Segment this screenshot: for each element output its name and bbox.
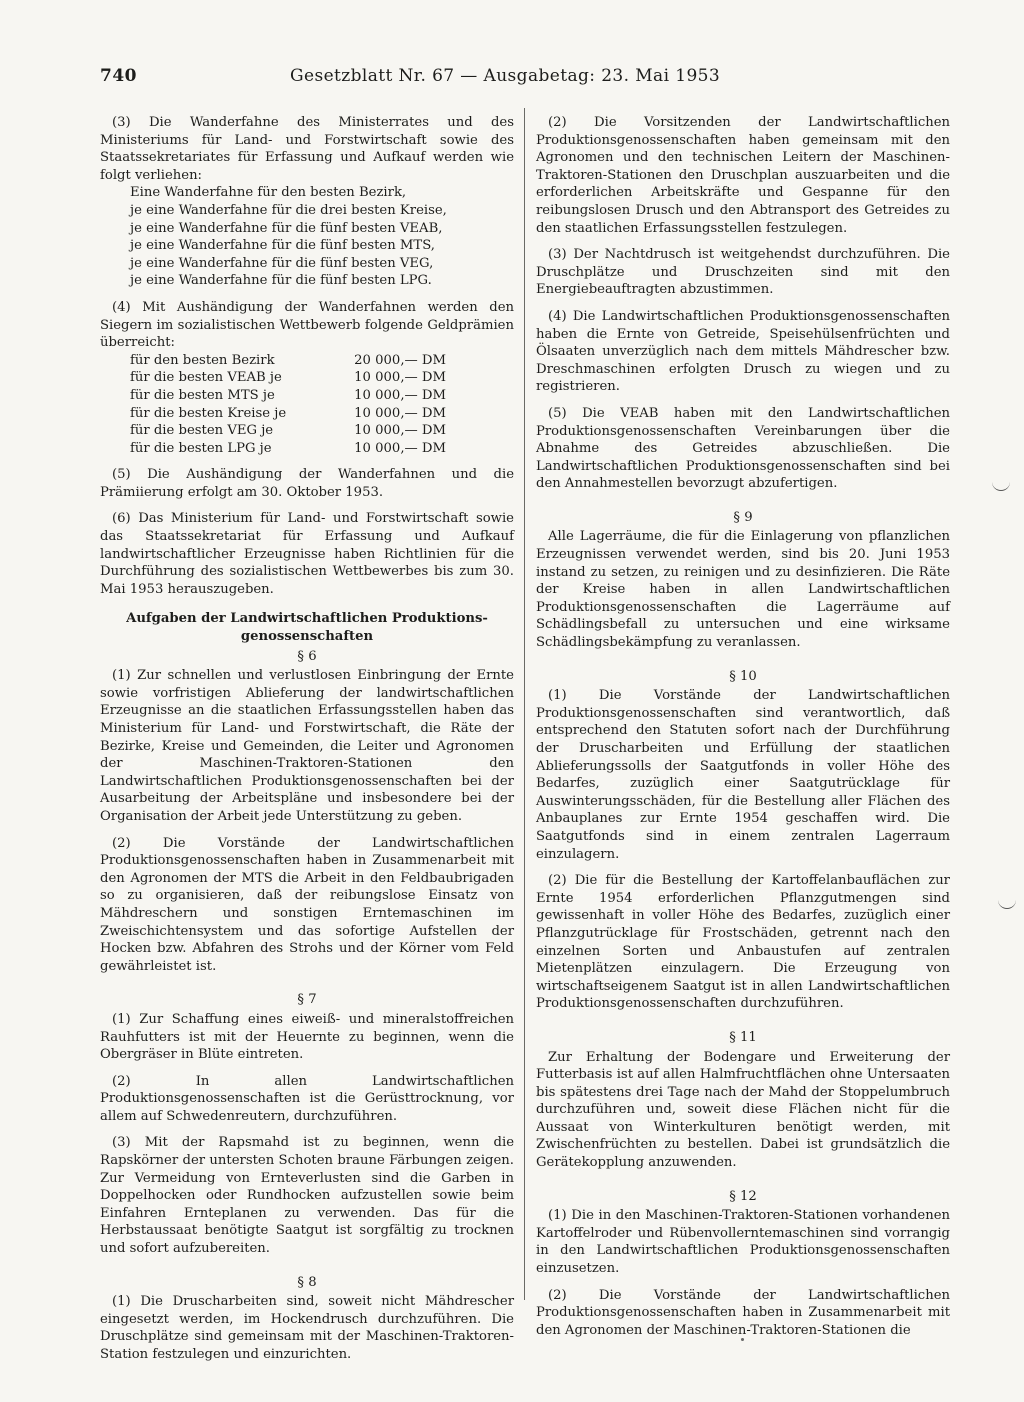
table-row	[130, 440, 446, 458]
prize-table	[130, 352, 446, 458]
paragraph: (3) Mit der Rapsmahd ist zu beginnen, wenn die Rapskörner der untersten Schoten braune Färbungen zeigen. Zur Vermeidung von Ernteverlusten sind die Garben in Doppelhocken oder Rundhocken aufzustellen sowie beim Einfahren Ernteplanen zu verwenden. Das für die Herbstaussaat benötigte Saatgut ist sorgfältig zu trocknen und sofort aufzubereiten.	[100, 1135, 514, 1257]
left-column	[100, 114, 514, 1373]
page-header	[100, 68, 950, 96]
paragraph: (2) Die Vorstände der Landwirtschaftlichen Produktionsgenossenschaften haben in Zusammenarbeit mit den Agronomen der Maschinen-Traktoren-Stationen die	[536, 1287, 950, 1338]
table-row	[130, 387, 446, 405]
paragraph: (5) Die VEAB haben mit den Landwirtschaftlichen Produktionsgenossenschaften Vereinbarungen über die Abnahme des Getreides abzuschließen. Die Landwirtschaftlichen Produktionsgenossenschaften sind bei den Annahmestellen bevorzugt abzufertigen.	[536, 405, 950, 492]
paragraph: (2) Die Vorstände der Landwirtschaftlichen Produktionsgenossenschaften haben in Zusammenarbeit mit den Agronomen der MTS die Arbeit in den Feldbaubrigaden so zu organisieren, daß der reibungslose Einsatz von Mähdreschern und sonstigen Erntemaschinen im Zweischichtensystem und das sofortige Aufstellen der Hocken bzw. Abfahren des Strohs und der Körner vom Feld gewährleistet ist.	[100, 835, 514, 974]
paragraph: (1) Zur schnellen und verlustlosen Einbringung der Ernte sowie vorfristigen Ablieferung der landwirtschaftlichen Erzeugnisse an die staatlichen Erfassungsstellen haben das Ministerium für Land- und Forstwirtschaft, die Räte der Bezirke, Kreise und Gemeinden, die Leiter und Agronomen der Maschinen-Traktoren-Stationen den Landwirtschaftlichen Produktionsgenossenschaften bei der Ausarbeitung der Arbeitspläne und insbesondere bei der Organisation der Arbeit jede Unterstützung zu geben.	[100, 668, 514, 824]
section-heading	[100, 610, 514, 645]
paragraph: (3) Die Wanderfahne des Ministerrates und des Ministeriums für Land- und Forstwirtschaft sowie des Staatssekretariates für Erfassung und Aufkauf werden wie folgt verliehen:	[100, 115, 514, 183]
paragraph: (2) Die Vorsitzenden der Landwirtschaftlichen Produktionsgenossenschaften haben gemeinsam mit den Agronomen und den technischen Leitern der Maschinen-Traktoren-Stationen den Druschplan auszuarbeiten und die erforderlichen Arbeitskräfte und Gespanne für den reibungslosen Drusch und den Abtransport des Getreides zu den staatlichen Erfassungsstellen festzulegen.	[536, 115, 950, 236]
paragraph: (4) Mit Aushändigung der Wanderfahnen werden den Siegern im sozialistischen Wettbewerb folgende Geldprämien überreicht:	[100, 299, 514, 351]
prize-label: für die besten VEAB je	[130, 370, 282, 386]
section-number: § 11	[729, 1029, 757, 1045]
section-number: § 6	[297, 648, 317, 664]
paragraph: (1) Die Druscharbeiten sind, soweit nicht Mähdrescher eingesetzt werden, im Hockendrusch durchzuführen. Die Druschplätze sind gemeinsam mit der Maschinen-Traktoren-Station festzulegen und einzurichten.	[100, 1294, 514, 1362]
prize-amount: 10 000,— DM	[354, 370, 446, 386]
scan-speck	[741, 1338, 744, 1341]
heading-line: genossenschaften	[240, 629, 374, 645]
running-head: Gesetzblatt Nr. 67 — Ausgabetag: 23. Mai 1953	[290, 66, 721, 86]
list-item: je eine Wanderfahne für die fünf besten VEAB,	[130, 220, 443, 236]
column-divider	[524, 108, 525, 1300]
table-row	[130, 422, 446, 440]
prize-amount: 10 000,— DM	[354, 440, 446, 456]
table-row	[130, 405, 446, 423]
paragraph: (6) Das Ministerium für Land- und Forstwirtschaft sowie das Staatssekretariat für Erfassung und Aufkauf landwirtschaftlicher Erzeugnisse haben Richtlinien für die Durchführung des sozialistischen Wettbewerbes bis zum 30. Mai 1953 herauszugeben.	[100, 511, 514, 597]
table-row	[130, 369, 446, 387]
list-item: je eine Wanderfahne für die drei besten Kreise,	[130, 202, 447, 218]
paragraph: Alle Lagerräume, die für die Einlagerung von pflanzlichen Erzeugnissen verwendet werden, sind bis 20. Juni 1953 instand zu setzen, zu reinigen und zu desinfizieren. Die Räte der Kreise haben in allen Landwirtschaftlichen Produktionsgenossenschaften die Lagerräume auf Schädlingsbefall zu untersuchen und eine wirksame Schädlingsbekämpfung zu veranlassen.	[536, 529, 950, 651]
paragraph: (1) Zur Schaffung eines eiweiß- und mineralstoffreichen Rauhfutters ist mit der Heuernte zu beginnen, wenn die Obergräser in Blüte eintreten.	[100, 1011, 514, 1063]
section-number: § 9	[733, 509, 753, 525]
paragraph: (1) Die in den Maschinen-Traktoren-Stationen vorhandenen Kartoffelroder und Rübenvollerntemaschinen sind vorrangig in den Landwirtschaftlichen Produktionsgenossenschaften einzusetzen.	[536, 1208, 950, 1277]
right-column	[536, 114, 950, 1348]
prize-label: für die besten Kreise je	[130, 405, 287, 421]
prize-amount: 10 000,— DM	[354, 423, 446, 439]
list-item: je eine Wanderfahne für die fünf besten MTS,	[130, 238, 435, 254]
paragraph: (4) Die Landwirtschaftlichen Produktionsgenossenschaften haben die Ernte von Getreide, Speisehülsenfrüchten und Ölsaaten unverzüglich nach dem mittels Mähdrescher bzw. Dreschmaschinen erfolgten Drusch zu wiegen und zu registrieren.	[536, 308, 950, 395]
section-number: § 8	[297, 1274, 317, 1290]
paragraph: Zur Erhaltung der Bodengare und Erweiterung der Futterbasis ist auf allen Halmfruchtflächen ohne Untersaaten bis spätestens drei Tage nach der Mahd der Stoppelumbruch durchzuführen und, soweit diese Flächen nicht für die Aussaat von Winterkulturen benötigt werden, mit Zwischenfrüchten zu bestellen. Dabei ist grundsätzlich die Gerätekopplung anzuwenden.	[536, 1049, 950, 1171]
section-number: § 12	[729, 1188, 757, 1204]
paragraph: (5) Die Aushändigung der Wanderfahnen und die Prämiierung erfolgt am 30. Oktober 1953.	[100, 467, 514, 500]
prize-label: für die besten MTS je	[130, 387, 275, 403]
list-item: je eine Wanderfahne für die fünf besten VEG,	[130, 255, 434, 271]
paragraph: (2) Die für die Bestellung der Kartoffelanbauflächen zur Ernte 1954 erforderlichen Pflanzgutmengen sind gewissenhaft in voller Höhe des Bedarfes, zuzüglich einer Pflanzgutrücklage für Frostschäden, getrennt nach den einzelnen Sorten und Anbaustufen auf zentralen Mietenplätzen einzulagern. Die Erzeugung von wirtschaftseigenem Saatgut ist in allen Landwirtschaftlichen Produktionsgenossenschaften durchzuführen.	[536, 873, 950, 1012]
prize-label: für die besten LPG je	[130, 440, 272, 456]
prize-amount: 20 000,— DM	[354, 352, 446, 368]
paragraph: (3) Der Nachtdrusch ist weitgehendst durchzuführen. Die Druschplätze und Druschzeiten sind mit den Energiebeauftragten abzustimmen.	[536, 247, 950, 298]
section-number: § 7	[297, 992, 317, 1008]
prize-label: für den besten Bezirk	[130, 352, 275, 368]
table-row	[130, 352, 446, 370]
paragraph: (1) Die Vorstände der Landwirtschaftlichen Produktionsgenossenschaften sind verantwortlich, daß entsprechend den Statuten sofort nach der Durchführung der Druscharbeiten und Erfüllung der staatlichen Ablieferungssolls der Saatgutfonds in voller Höhe des Bedarfes, zuzüglich einer Saatgutrücklage für Auswinterungsschäden, für die Bestellung aller Flächen des Anbauplanes zur Ernte 1954 geschaffen wird. Die Saatgutfonds sind in einem zentralen Lagerraum einzulagern.	[536, 688, 950, 862]
prize-label: für die besten VEG je	[130, 423, 274, 439]
paragraph: (2) In allen Landwirtschaftlichen Produktionsgenossenschaften ist die Gerüsttrocknung, vor allem auf Schwedenreutern, durchzuführen.	[100, 1073, 514, 1124]
page-number: 740	[100, 66, 137, 86]
margin-mark	[992, 482, 1010, 491]
prize-amount: 10 000,— DM	[354, 387, 446, 403]
prize-amount: 10 000,— DM	[354, 405, 446, 421]
list-item: je eine Wanderfahne für die fünf besten LPG.	[130, 273, 432, 289]
margin-mark	[998, 900, 1016, 909]
award-list	[130, 184, 514, 290]
heading-line: Aufgaben der Landwirtschaftlichen Produktions-	[126, 611, 488, 627]
section-number: § 10	[729, 668, 757, 684]
list-item: Eine Wanderfahne für den besten Bezirk,	[130, 185, 407, 201]
